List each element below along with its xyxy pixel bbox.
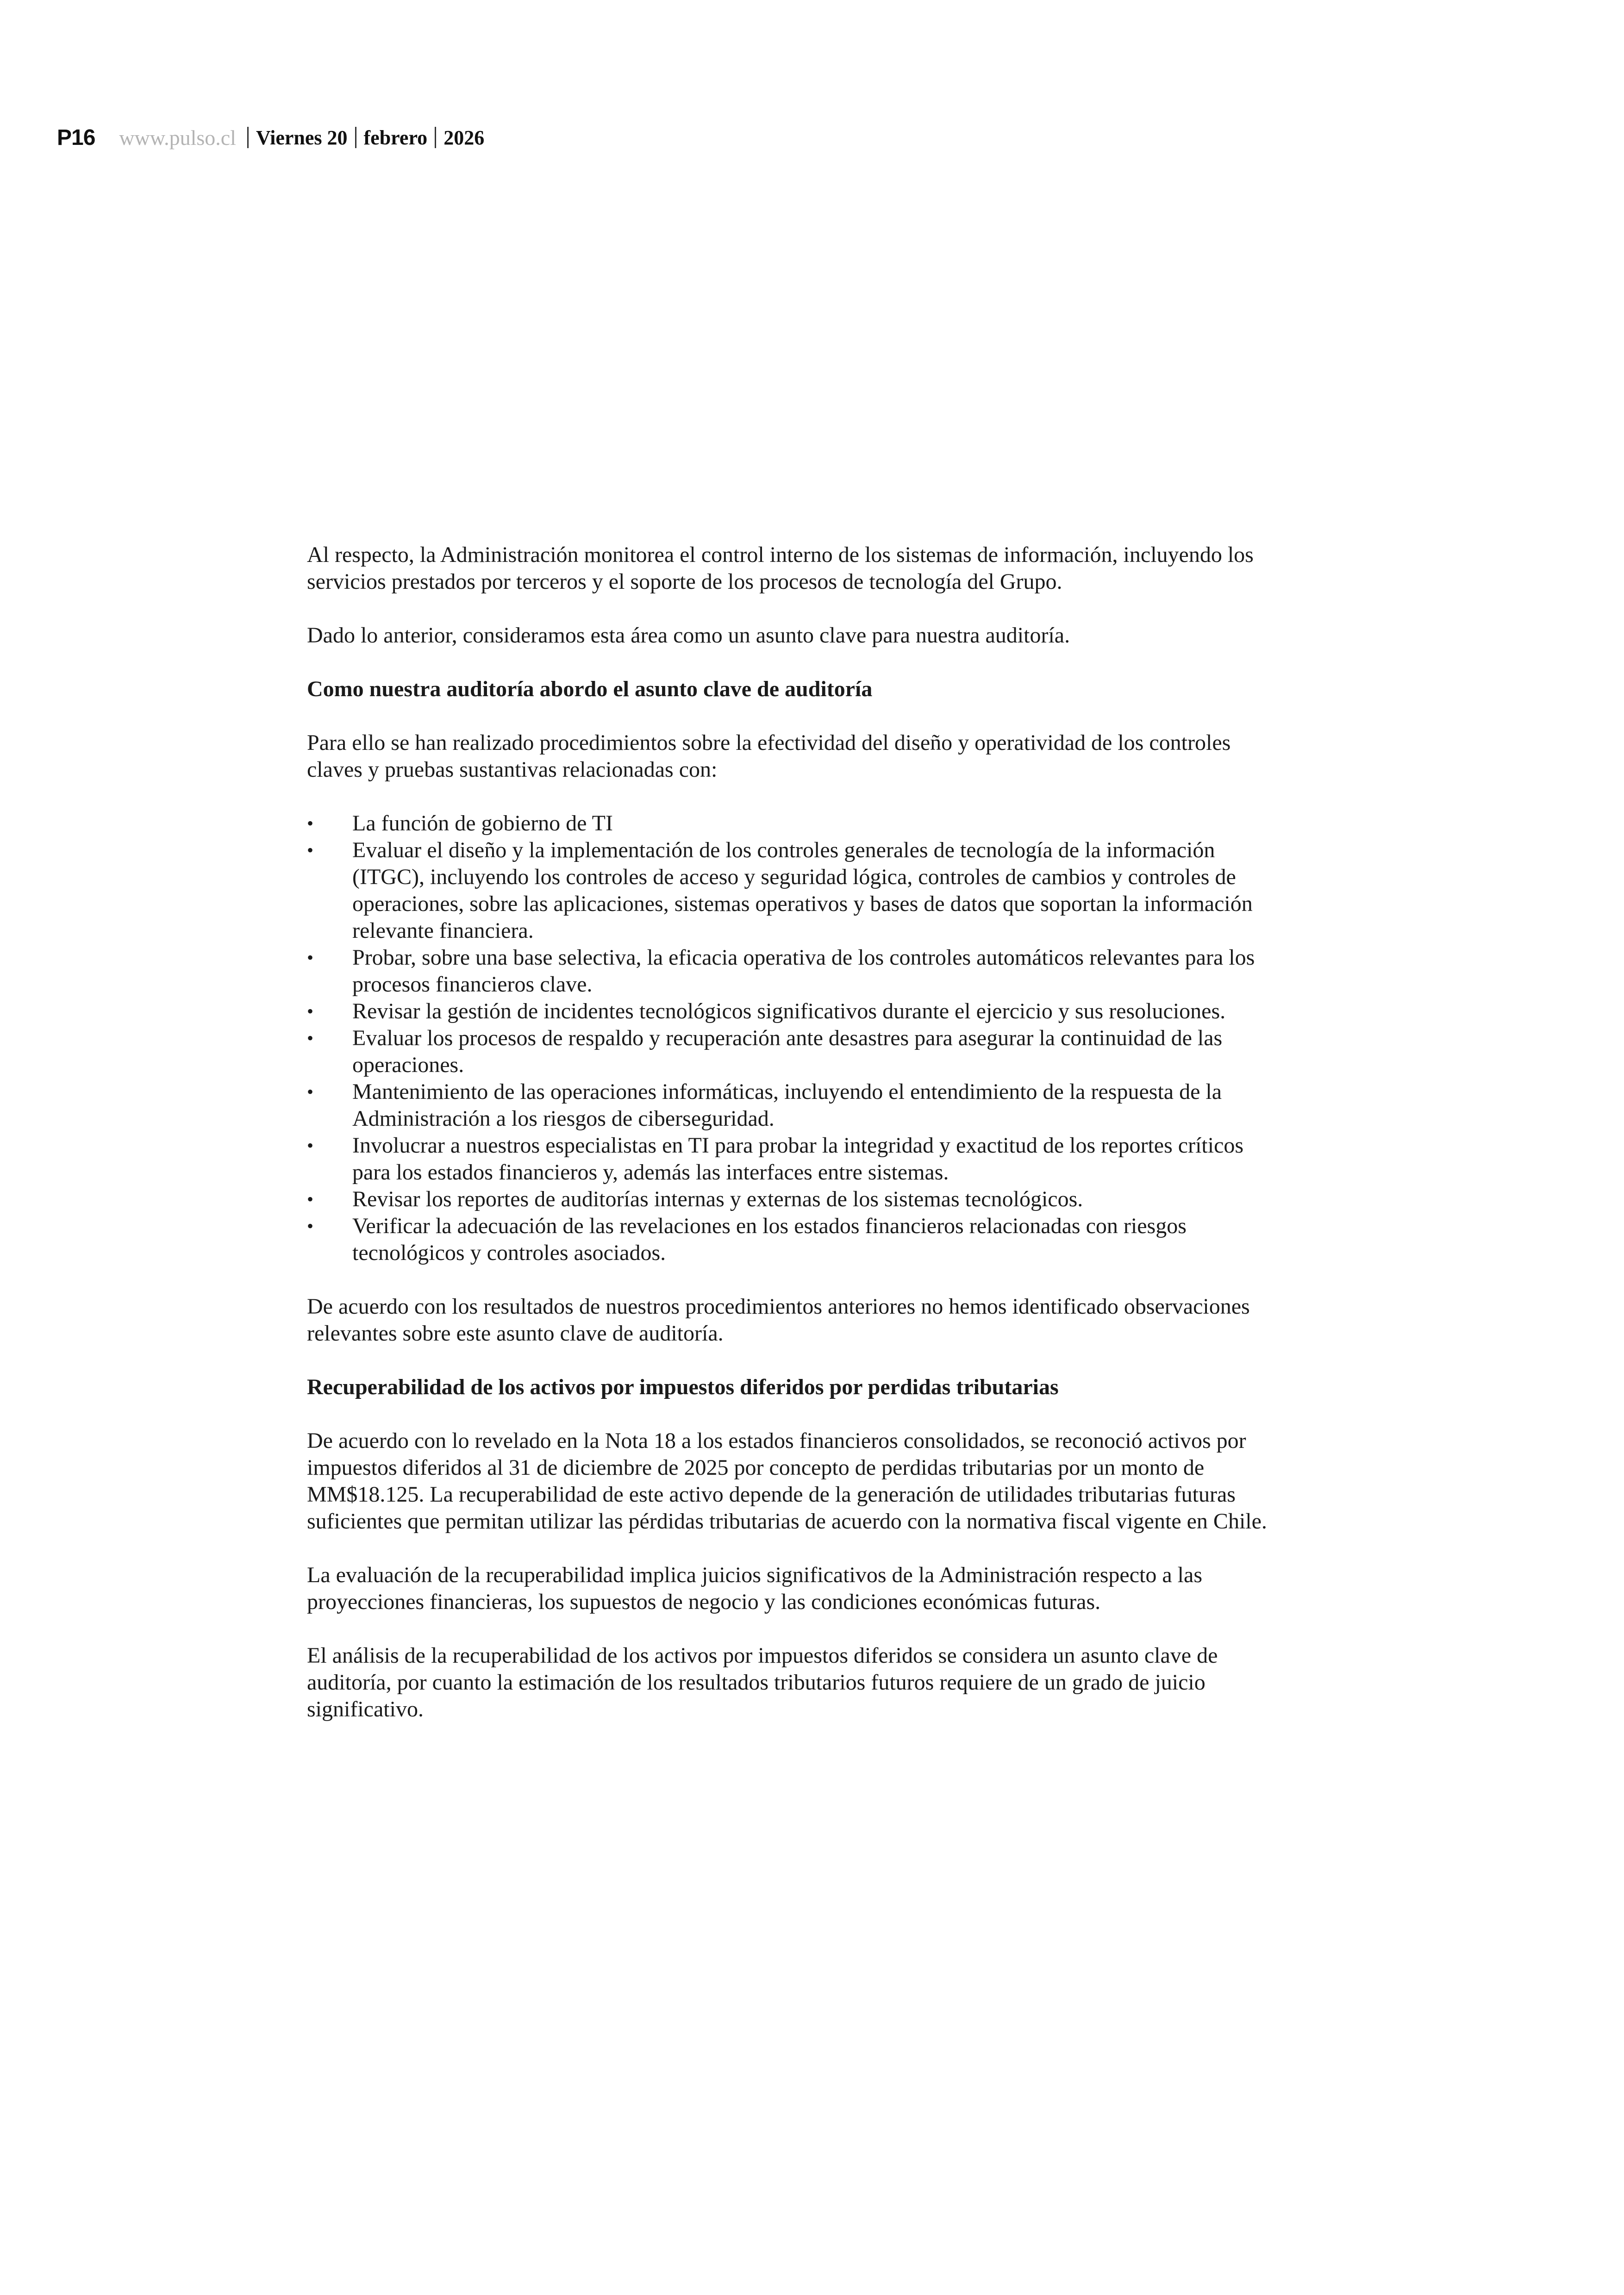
header-month: febrero	[363, 126, 428, 149]
list-item-text: Evaluar los procesos de respaldo y recuperación ante desastres para asegurar la continuidad de las operaciones.	[352, 1026, 1223, 1077]
paragraph: De acuerdo con lo revelado en la Nota 18 a los estados financieros consolidados, se reconoció activos por impuestos diferidos al 31 de diciembre de 2025 por concepto de perdidas tributarias por un monto de MM$18.125. La recuperabilidad de este activo depende de la generación de utilidades tributarias futuras suficientes que permitan utilizar las pérdidas tributarias de acuerdo con la normativa fiscal vigente en Chile.	[307, 1428, 1267, 1534]
paragraph: Para ello se han realizado procedimientos sobre la efectividad del diseño y operatividad de los controles claves y pruebas sustantivas relacionadas con:	[307, 730, 1231, 782]
header-year: 2026	[443, 126, 485, 149]
header-weekday-day: Viernes 20	[256, 126, 348, 149]
list-item-text: Probar, sobre una base selectiva, la eficacia operativa de los controles automáticos relevantes para los procesos financieros clave.	[352, 945, 1255, 997]
list-item-text: Revisar la gestión de incidentes tecnológicos significativos durante el ejercicio y sus resoluciones.	[352, 999, 1226, 1023]
paragraph: Dado lo anterior, consideramos esta área como un asunto clave para nuestra auditoría.	[307, 623, 1070, 648]
bullet-icon: •	[307, 1001, 314, 1022]
bullet-icon: •	[307, 1135, 314, 1156]
list-item-text: Involucrar a nuestros especialistas en TI para probar la integridad y exactitud de los reportes críticos para los estados financieros y, además las interfaces entre sistemas.	[352, 1133, 1244, 1185]
list-item-text: Evaluar el diseño y la implementación de los controles generales de tecnología de la información (ITGC), incluyendo los controles de acceso y seguridad lógica, controles de cambios y controles de operaciones, sobre las aplicaciones, sistemas operativos y bases de datos que soportan la información relevante financiera.	[352, 838, 1253, 943]
list-item	[307, 810, 1270, 837]
list-item-text: Mantenimiento de las operaciones informáticas, incluyendo el entendimiento de la respuesta de la Administración a los riesgos de ciberseguridad.	[352, 1079, 1222, 1131]
list-item	[307, 1025, 1270, 1079]
page-letter: P	[57, 125, 72, 150]
list-item	[307, 1079, 1270, 1132]
list-item	[307, 1186, 1270, 1213]
paragraph: El análisis de la recuperabilidad de los activos por impuestos diferidos se considera un asunto clave de auditoría, por cuanto la estimación de los resultados tributarios futuros requiere de un grado de juicio significativo.	[307, 1643, 1218, 1721]
list-item	[307, 1213, 1270, 1266]
bullet-icon: •	[307, 840, 314, 861]
bullet-icon: •	[307, 1028, 314, 1048]
list-item-text: La función de gobierno de TI	[352, 811, 613, 836]
page-number-digits: 16	[71, 125, 95, 150]
page-header	[57, 121, 484, 154]
list-item-text: Revisar los reportes de auditorías internas y externas de los sistemas tecnológicos.	[352, 1187, 1083, 1211]
list-item	[307, 1132, 1270, 1186]
bullet-icon: •	[307, 1216, 314, 1236]
bullet-icon: •	[307, 1189, 314, 1210]
bullet-icon: •	[307, 1081, 314, 1102]
procedures-list	[307, 810, 1270, 1266]
header-separator	[435, 127, 436, 148]
document-body	[307, 542, 1270, 1750]
bullet-icon: •	[307, 947, 314, 968]
bullet-icon: •	[307, 813, 314, 834]
paragraph: De acuerdo con los resultados de nuestros procedimientos anteriores no hemos identificado observaciones relevantes sobre este asunto clave de auditoría.	[307, 1294, 1250, 1346]
header-separator	[355, 127, 356, 148]
section-heading: Como nuestra auditoría abordo el asunto clave de auditoría	[307, 677, 873, 701]
page-number	[57, 125, 95, 150]
header-separator	[247, 127, 249, 148]
list-item	[307, 837, 1270, 944]
list-item-text: Verificar la adecuación de las revelaciones en los estados financieros relacionadas con riesgos tecnológicos y controles asociados.	[352, 1214, 1187, 1265]
list-item	[307, 998, 1270, 1025]
paragraph: La evaluación de la recuperabilidad implica juicios significativos de la Administración respecto a las proyecciones financieras, los supuestos de negocio y las condiciones económicas futuras.	[307, 1563, 1202, 1614]
list-item	[307, 944, 1270, 998]
section-heading: Recuperabilidad de los activos por impuestos diferidos por perdidas tributarias	[307, 1375, 1059, 1399]
site-url: www.pulso.cl	[119, 125, 236, 150]
paragraph: Al respecto, la Administración monitorea el control interno de los sistemas de información, incluyendo los servicios prestados por terceros y el soporte de los procesos de tecnología del Grupo.	[307, 543, 1254, 594]
